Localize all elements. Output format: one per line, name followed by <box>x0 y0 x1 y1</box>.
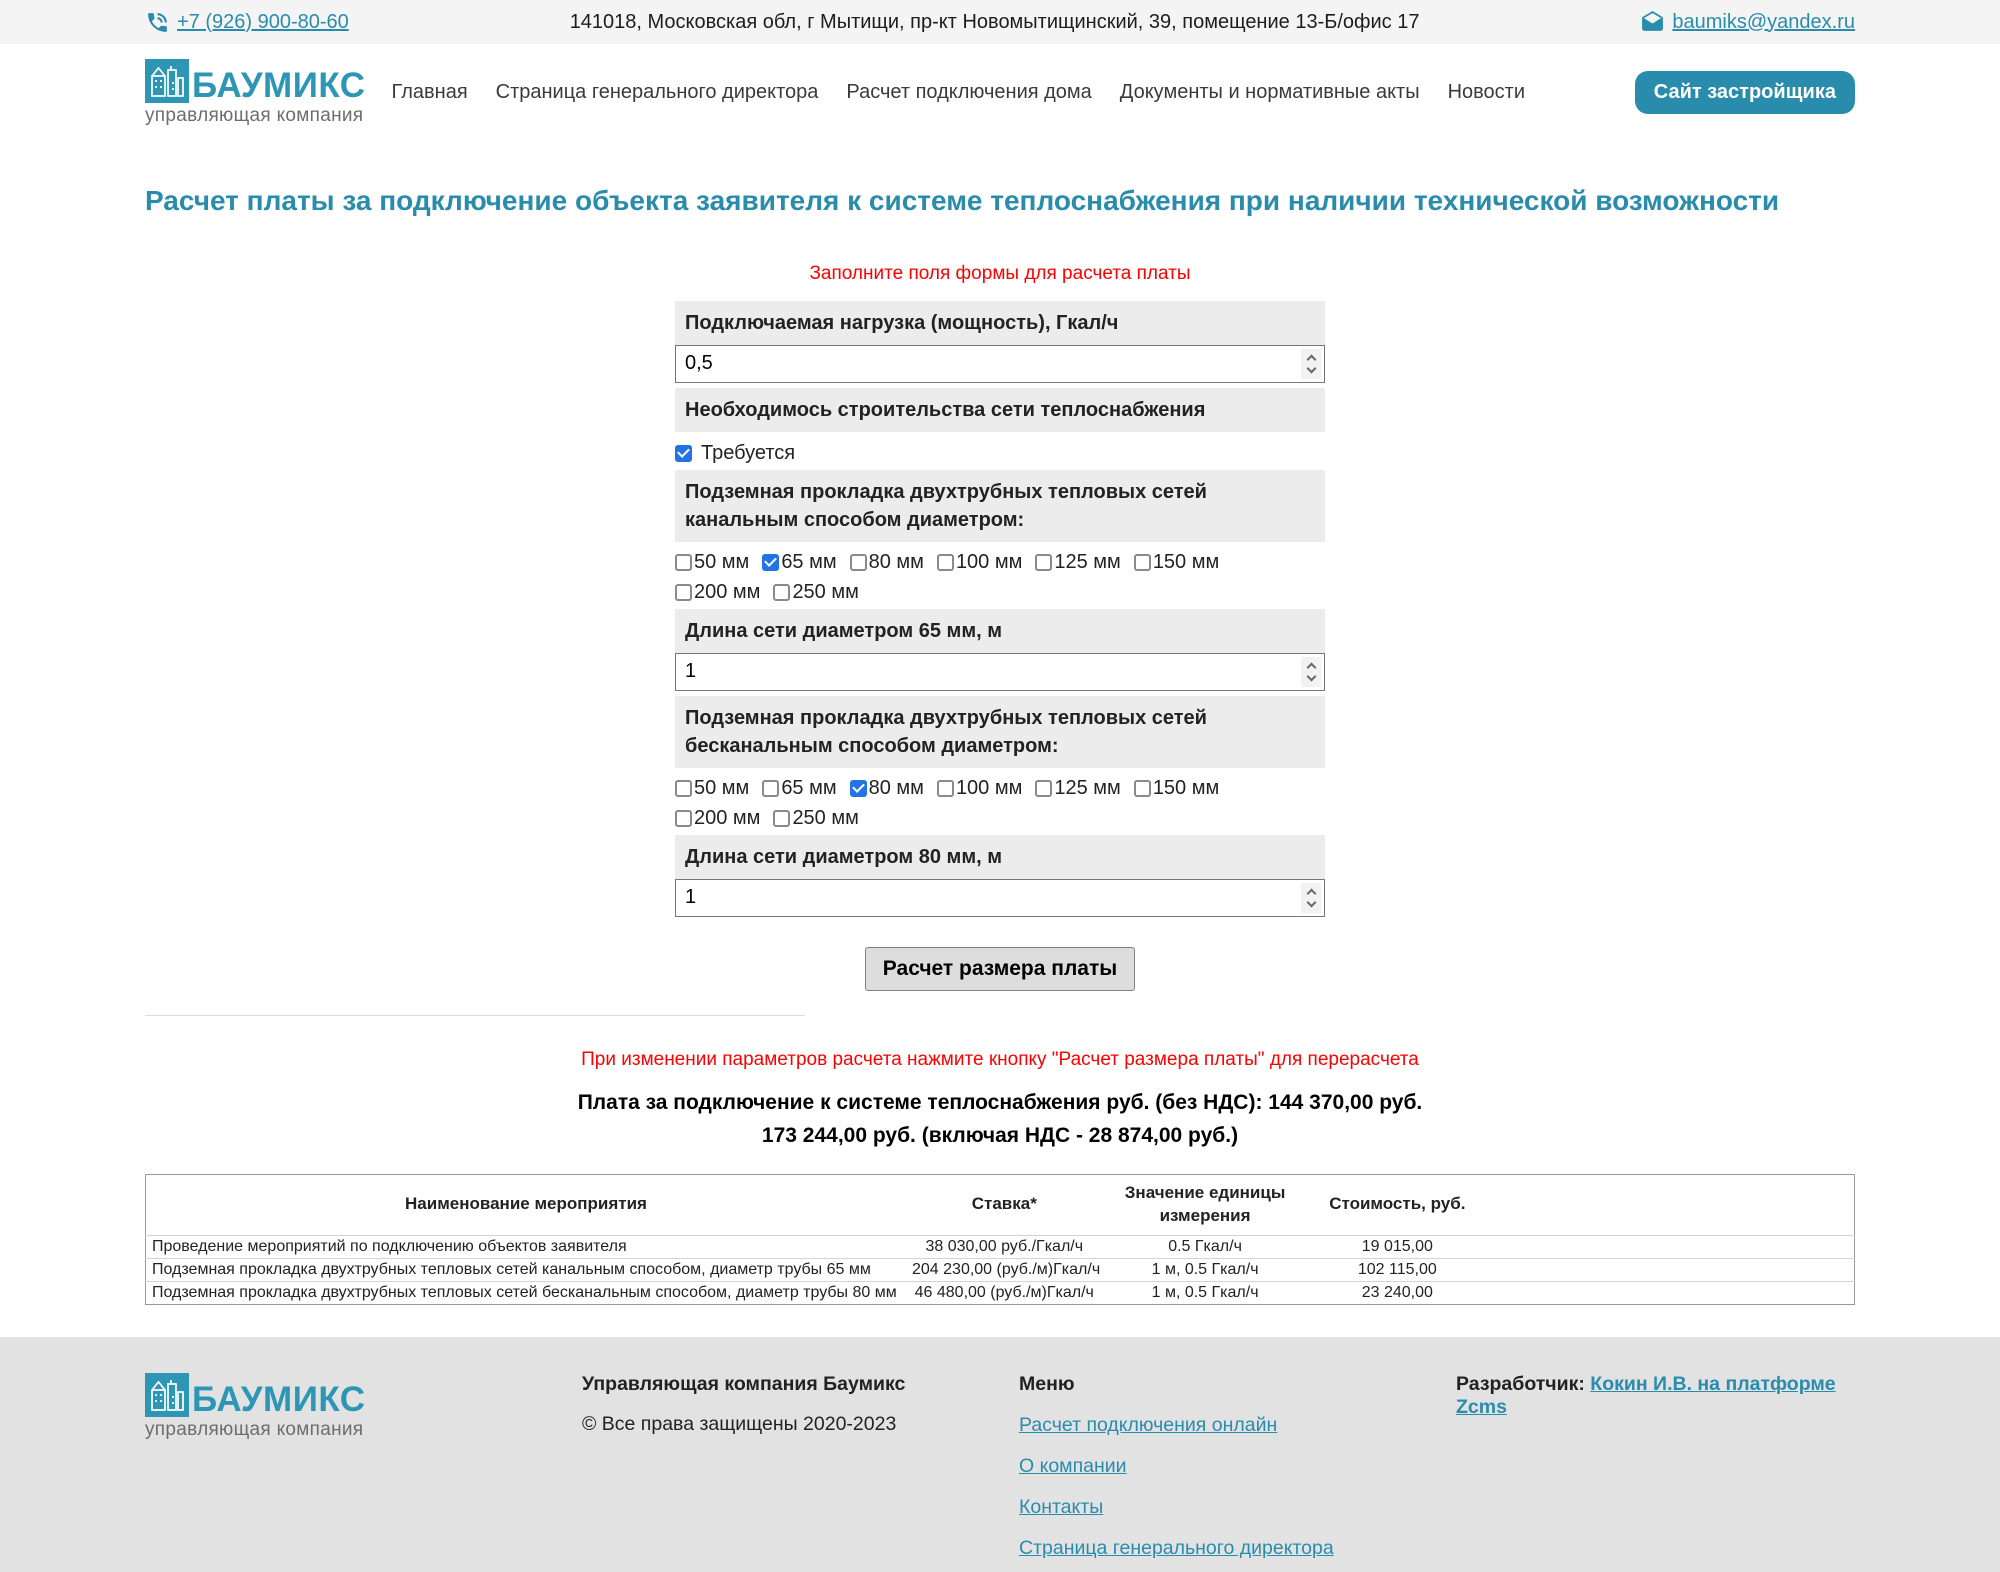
footer-menu <box>1019 1414 1456 1560</box>
checkbox-icon[interactable] <box>1134 554 1151 571</box>
checkbox-icon[interactable] <box>937 780 954 797</box>
checkbox-icon[interactable] <box>937 554 954 571</box>
channelless-diameter-50мм[interactable] <box>675 777 749 800</box>
col-header-activity: Наименование мероприятия <box>405 1194 647 1214</box>
checkbox-icon[interactable] <box>773 584 790 601</box>
checkbox-label: 50 мм <box>694 776 750 799</box>
checkbox-label: 50 мм <box>694 550 750 573</box>
channel-diameter-options <box>675 551 1235 604</box>
footer-logo[interactable] <box>145 1373 582 1441</box>
checkbox-label: 200 мм <box>694 806 761 829</box>
col-header-cost: Стоимость, руб. <box>1329 1194 1466 1214</box>
channelless-diameter-125мм[interactable] <box>1035 777 1120 800</box>
load-input-spinner[interactable] <box>1301 349 1321 379</box>
checkbox-label: 250 мм <box>792 806 859 829</box>
main-nav <box>392 81 1525 104</box>
checkbox-label: 100 мм <box>955 776 1023 799</box>
col-header-spacer <box>1487 1174 1854 1235</box>
table-cell: 1 м, 0.5 Гкал/ч <box>1103 1258 1308 1281</box>
mail-icon <box>1640 10 1665 35</box>
checkbox-label: 150 мм <box>1152 776 1220 799</box>
developer-link[interactable]: Кокин И.В. на платформе Zcms <box>1456 1372 1836 1418</box>
nav-item[interactable]: Расчет подключения дома <box>846 81 1092 103</box>
phone-icon <box>145 10 170 35</box>
len65-input-spinner[interactable] <box>1301 657 1321 687</box>
divider <box>145 1015 805 1016</box>
topbar <box>0 0 2000 44</box>
channel-diameter-150мм[interactable] <box>1134 551 1219 574</box>
checkbox-icon[interactable] <box>1035 780 1052 797</box>
checkbox-icon[interactable] <box>762 780 779 797</box>
footer-logo-subtitle: управляющая компания <box>145 1418 364 1440</box>
result-without-vat: Плата за подключение к системе теплоснабжения руб. (без НДС): 144 370,00 руб. <box>577 1090 1423 1114</box>
calc-form <box>675 263 1325 991</box>
table-cell: 19 015,00 <box>1308 1235 1487 1258</box>
table-row <box>146 1235 1855 1258</box>
nav-item[interactable]: Страница генерального директора <box>495 81 819 103</box>
len80-input-spinner[interactable] <box>1301 883 1321 913</box>
recalc-hint: При изменении параметров расчета нажмите кнопку "Расчет размера платы" для перерасчета <box>581 1048 1419 1070</box>
checkbox-label: 200 мм <box>694 580 761 603</box>
table-cell-spacer <box>1487 1281 1854 1304</box>
checkbox-label: 80 мм <box>868 550 924 573</box>
nav-item[interactable]: Документы и нормативные акты <box>1119 81 1420 103</box>
load-label: Подключаемая нагрузка (мощность), Гкал/ч <box>675 301 1325 345</box>
logo-title: БАУМИКС <box>192 66 366 106</box>
table-header-row <box>146 1174 1855 1235</box>
col-header-unit-value: Значение единицы измерения <box>1124 1182 1286 1225</box>
need-network-label: Необходимось строительства сети теплоснабжения <box>675 388 1325 432</box>
len80-label: Длина сети диаметром 80 мм, м <box>675 835 1325 879</box>
len65-input[interactable] <box>675 653 1325 691</box>
need-network-checkbox[interactable] <box>675 442 1325 465</box>
channel-diameter-50мм[interactable] <box>675 551 749 574</box>
table-body <box>146 1235 1855 1304</box>
col-header-rate: Ставка* <box>971 1194 1037 1214</box>
checkbox-icon[interactable] <box>1134 780 1151 797</box>
channel-diameter-100мм[interactable] <box>937 551 1022 574</box>
len80-input[interactable] <box>675 879 1325 917</box>
table-row <box>146 1258 1855 1281</box>
checkbox-icon[interactable] <box>675 780 692 797</box>
table-cell: Подземная прокладка двухтрубных тепловых сетей бесканальным способом, диаметр трубы 80 мм <box>146 1281 907 1304</box>
load-input[interactable] <box>675 345 1325 383</box>
building-logo-icon <box>145 59 189 103</box>
checkbox-label: 250 мм <box>792 580 859 603</box>
footer-menu-title: Меню <box>1019 1372 1075 1395</box>
table-row <box>146 1281 1855 1304</box>
result-with-vat: 173 244,00 руб. (включая НДС - 28 874,00 руб.) <box>761 1123 1239 1147</box>
channelless-diameter-80мм[interactable] <box>850 777 924 800</box>
checkbox-label: 125 мм <box>1054 776 1121 799</box>
nav-item[interactable]: Главная <box>391 81 468 103</box>
channel-diameter-200мм[interactable] <box>675 581 760 604</box>
company-address: 141018, Московская обл, г Мытищи, пр-кт Новомытищинский, 39, помещение 13-Б/офис 17 <box>569 10 1420 33</box>
developer-label: Разработчик: <box>1456 1372 1591 1395</box>
developer-site-button[interactable]: Сайт застройщика <box>1635 71 1855 114</box>
checkbox-label: 100 мм <box>955 550 1023 573</box>
header <box>0 44 2000 141</box>
email-address: baumiks@yandex.ru <box>1672 10 1855 33</box>
channel-diameter-80мм[interactable] <box>850 551 924 574</box>
checkbox-label: 65 мм <box>781 550 837 573</box>
table-cell: 38 030,00 руб./Гкал/ч <box>906 1235 1103 1258</box>
need-network-option-label: Требуется <box>701 441 796 464</box>
table-cell: Подземная прокладка двухтрубных тепловых сетей канальным способом, диаметр трубы 65 мм <box>146 1258 907 1281</box>
checkbox-icon[interactable] <box>850 554 867 571</box>
table-cell: Проведение мероприятий по подключению объектов заявителя <box>146 1235 907 1258</box>
form-hint: Заполните поля формы для расчета платы <box>809 262 1191 284</box>
checkbox-icon[interactable] <box>675 584 692 601</box>
nav-item[interactable]: Новости <box>1447 81 1526 103</box>
footer-copyright: © Все права защищены 2020-2023 <box>582 1412 897 1435</box>
table-cell: 46 480,00 (руб./м)Гкал/ч <box>906 1281 1103 1304</box>
page-title: Расчет платы за подключение объекта заявителя к системе теплоснабжения при наличии технической возможности <box>145 185 1780 216</box>
footer-company-name: Управляющая компания Баумикс <box>582 1372 906 1395</box>
footer-menu-link[interactable]: О компании <box>1019 1454 1127 1477</box>
footer-menu-link[interactable]: Расчет подключения онлайн <box>1019 1413 1278 1436</box>
table-cell-spacer <box>1487 1235 1854 1258</box>
channelless-diameter-65мм[interactable] <box>762 777 836 800</box>
channelless-diameter-250мм[interactable] <box>773 807 858 830</box>
channelless-diameter-200мм[interactable] <box>675 807 760 830</box>
phone-number: +7 (926) 900-80-60 <box>177 10 349 33</box>
table-cell: 102 115,00 <box>1308 1258 1487 1281</box>
checkbox-icon[interactable] <box>675 554 692 571</box>
building-logo-icon <box>145 1373 189 1417</box>
table-cell-spacer <box>1487 1258 1854 1281</box>
phone-link[interactable] <box>145 10 349 35</box>
checkbox-icon[interactable] <box>850 780 867 797</box>
email-link[interactable] <box>1640 10 1855 35</box>
checkbox-icon[interactable] <box>773 810 790 827</box>
calculate-button[interactable]: Расчет размера платы <box>865 947 1135 991</box>
checkbox-label: 80 мм <box>868 776 924 799</box>
footer-logo-title: БАУМИКС <box>192 1380 366 1420</box>
checkbox-icon[interactable] <box>762 554 779 571</box>
channelless-diameter-150мм[interactable] <box>1134 777 1219 800</box>
channel-diameter-250мм[interactable] <box>773 581 858 604</box>
checkbox-icon[interactable] <box>675 445 692 462</box>
checkbox-label: 125 мм <box>1054 550 1121 573</box>
channelless-diameter-100мм[interactable] <box>937 777 1022 800</box>
channelless-diameter-options <box>675 777 1235 830</box>
calculation-table <box>145 1174 1855 1305</box>
table-cell: 23 240,00 <box>1308 1281 1487 1304</box>
channelless-diameter-label: Подземная прокладка двухтрубных тепловых сетей бесканальным способом диаметром: <box>675 696 1325 768</box>
checkbox-label: 150 мм <box>1152 550 1220 573</box>
checkbox-label: 65 мм <box>781 776 837 799</box>
len65-label: Длина сети диаметром 65 мм, м <box>675 609 1325 653</box>
table-cell: 204 230,00 (руб./м)Гкал/ч <box>906 1258 1103 1281</box>
checkbox-icon[interactable] <box>675 810 692 827</box>
footer-menu-link[interactable]: Страница генерального директора <box>1019 1536 1334 1559</box>
checkbox-icon[interactable] <box>1035 554 1052 571</box>
table-cell: 0.5 Гкал/ч <box>1103 1235 1308 1258</box>
channel-diameter-125мм[interactable] <box>1035 551 1120 574</box>
logo-subtitle: управляющая компания <box>145 104 364 126</box>
logo[interactable] <box>145 59 366 127</box>
table-cell: 1 м, 0.5 Гкал/ч <box>1103 1281 1308 1304</box>
footer-menu-link[interactable]: Контакты <box>1019 1495 1104 1518</box>
channel-diameter-label: Подземная прокладка двухтрубных тепловых сетей канальным способом диаметром: <box>675 470 1325 542</box>
footer <box>0 1337 2000 1572</box>
main-content <box>0 186 2000 1305</box>
channel-diameter-65мм[interactable] <box>762 551 836 574</box>
